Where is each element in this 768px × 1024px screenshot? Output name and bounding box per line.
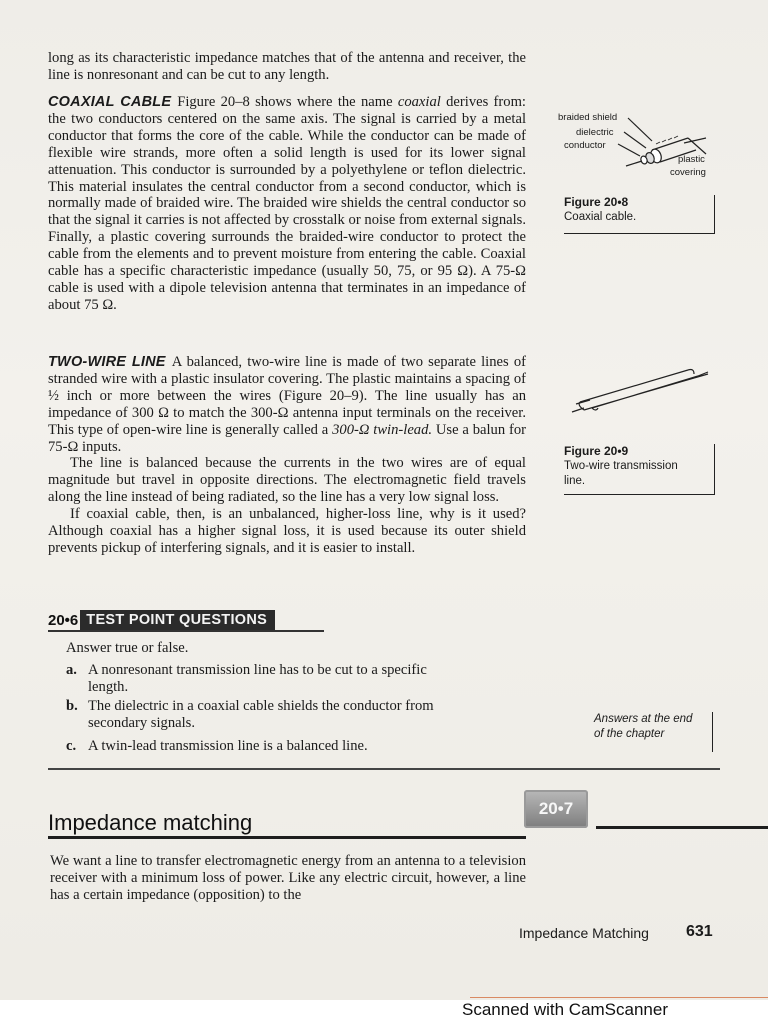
figure-20-9: [570, 362, 720, 422]
question-text-cont: secondary signals.: [88, 714, 195, 731]
scanner-watermark: Scanned with CamScanner: [460, 1000, 676, 1020]
figure-20-9-caption-line1: Two-wire transmission: [564, 460, 678, 472]
question-b: [66, 698, 506, 731]
two-wire-heading: TWO-WIRE LINE: [48, 354, 166, 370]
dielectric-label: dielectric: [576, 127, 614, 138]
answers-note-line1: Answers at the end: [594, 713, 693, 725]
coaxial-text-a: Figure 20–8 shows where the name: [177, 94, 398, 110]
two-wire-text-b: Use a balun for 75-Ω inputs.: [48, 421, 526, 455]
figure-20-8-caption: [564, 195, 715, 234]
figure-20-8-number: Figure 20•8: [564, 195, 629, 209]
page-number: 631: [686, 923, 713, 940]
section-title: Impedance matching: [48, 810, 253, 835]
two-wire-section: [48, 354, 526, 557]
section-badge: 20•7: [524, 790, 588, 828]
question-text: The dielectric in a coaxial cable shields the conductor from: [88, 698, 434, 714]
two-wire-text-a: A balanced, two-wire line is made of two separate lines of stranded wire with a plastic insulator covering. The plastic maintains a spacing of ½ inch or more between the wires (Figure 20–9). The line usually has an impedance of 300 Ω to match the 300-Ω antenna input terminals on the receiver. This type of open-wire line is generally called a: [48, 354, 526, 438]
coaxial-heading: COAXIAL CABLE: [48, 94, 172, 110]
coaxial-cable-section: [48, 94, 526, 314]
covering-label: covering: [670, 167, 706, 178]
intro-paragraph: [48, 50, 526, 84]
two-wire-paragraph: [48, 354, 526, 455]
section-title-rule: [48, 836, 526, 839]
question-text: A twin-lead transmission line is a balanced line.: [88, 738, 368, 754]
figure-20-9-caption-line2: line.: [564, 475, 586, 487]
question-text: A nonresonant transmission line has to be cut to a specific: [88, 662, 427, 678]
tpq-instruction: Answer true or false.: [66, 640, 189, 656]
plastic-label: plastic: [678, 154, 705, 165]
impedance-paragraph: We want a line to transfer electromagnetic energy from an antenna to a television receiver with a minimum loss of power. Like any electric circuit, however, a line has a certain impedance (opposition) to the: [50, 853, 526, 903]
balanced-paragraph: The line is balanced because the currents in the two wires are of equal magnitude but travel in opposite directions. The electromagnetic field travels along the line instead of being radiated, so the line has a very low signal loss.: [48, 455, 526, 506]
coaxial-text-b: derives from: the two conductors centered on the same axis. The signal is carried by a metal conductor that forms the core of the cable. While the conductor can be made of flexible wire strands, more often a solid length is used for its lower signal attenuation. This conductor is surrounded by a polyethylene or teflon dielectric. This material insulates the central conductor from a second conductor, which is normally made of braided wire. The braided wire shields the central conductor so that the signal it carries is not affected by crosstalk or noise from external signals. Finally, a plastic covering surrounds the braided-wire conductor to protect the cable from the elements and to prevent moisture from entering the cable. Coaxial cable has a specific characteristic impedance (usually 50, 75, or 95 Ω). A 75-Ω cable is used with a dipole television antenna that terminates in an impedance of about 75 Ω.: [48, 94, 526, 313]
test-point-questions-header: [48, 608, 275, 632]
answers-note-line2: of the chapter: [594, 728, 665, 740]
coax-why-paragraph: If coaxial cable, then, is an unbalanced, higher-loss line, why is it used? Although coaxial has a higher signal loss, it is used because its outer shield prevents pickup of interfering signals, and it is easier to install.: [48, 506, 526, 556]
question-letter: b.: [66, 698, 78, 714]
question-a: [66, 662, 506, 695]
figure-20-9-caption: [564, 444, 715, 495]
twin-lead-term: 300-Ω twin-lead.: [332, 421, 433, 438]
two-wire-line-illustration: [570, 362, 720, 422]
coaxial-paragraph: [48, 94, 526, 314]
question-c: [66, 738, 506, 755]
intro-text: long as its characteristic impedance matches that of the antenna and receiver, the line is nonresonant and can be cut to any length.: [48, 50, 526, 83]
figure-20-8: [556, 108, 726, 188]
answers-note: [594, 712, 713, 752]
tpq-section-number: 20•6: [48, 611, 79, 629]
figure-20-9-number: Figure 20•9: [564, 444, 629, 458]
scanner-divider: [470, 997, 768, 998]
section-title-rule-right: [596, 826, 768, 829]
question-letter: a.: [66, 662, 77, 678]
figure-20-8-caption-text: Coaxial cable.: [564, 211, 637, 223]
tpq-bottom-rule: [48, 768, 720, 770]
conductor-label: conductor: [564, 140, 606, 151]
coaxial-term: coaxial: [397, 94, 441, 110]
question-letter: c.: [66, 738, 77, 754]
tpq-title: TEST POINT QUESTIONS: [80, 610, 275, 630]
tpq-underline: [48, 630, 324, 632]
braided-shield-label: braided shield: [558, 112, 618, 123]
question-text-cont: length.: [88, 678, 129, 695]
running-footer-title: Impedance Matching: [519, 925, 649, 941]
